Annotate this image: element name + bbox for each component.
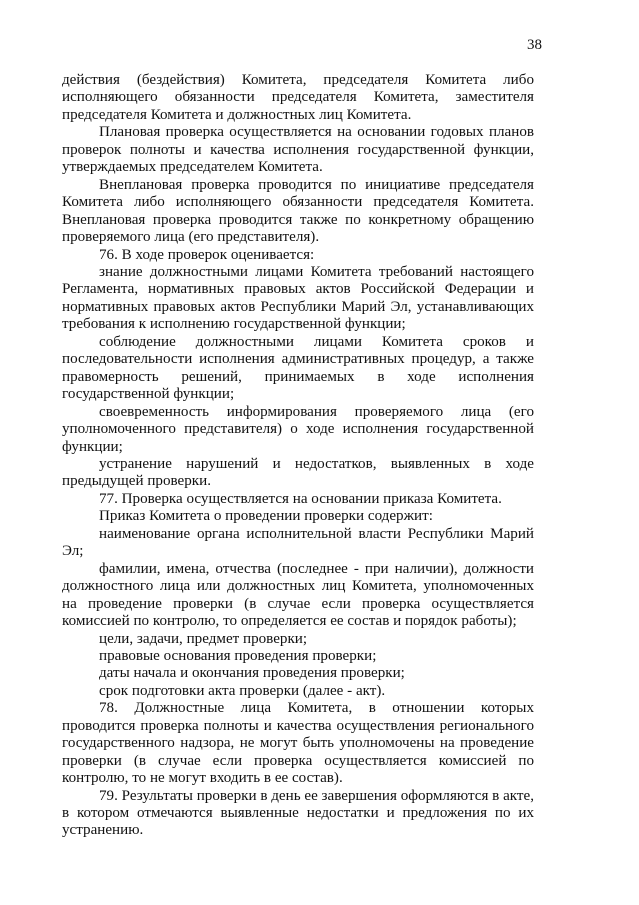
list-item-timeliness: своевременность информирования проверяемого лица (его уполномоченного представителя) о ходе исполнения государственной функции; [62,403,534,455]
list-item-officials: фамилии, имена, отчества (последнее - при наличии), должности должностного лица или должностных лиц Комитета, уполномоченных на проведение проверки (в случае если проверка осуществляется комиссией по контролю, то определяется ее состав и порядок работы); [62,560,534,630]
list-item-act-deadline: срок подготовки акта проверки (далее - акт). [99,682,386,699]
list-item-dates: даты начала и окончания проведения проверки; [99,665,405,682]
list-item-knowledge: знание должностными лицами Комитета требований настоящего Регламента, нормативных правовых актов Российской Федерации и нормативных правовых актов Республики Марий Эл, устанавливающих требования к исполнению государственной функции; [62,263,534,333]
clause-79: 79. Результаты проверки в день ее завершения оформляются в акте, в котором отмечаются выявленные недостатки и предложения по их устранению. [62,787,534,839]
document-body [62,72,534,840]
clause-77: 77. Проверка осуществляется на основании приказа Комитета. [99,490,502,507]
clause-76-heading: 76. В ходе проверок оценивается: [99,246,315,263]
list-item-compliance: соблюдение должностными лицами Комитета сроков и последовательности исполнения административных процедур, а также правомерность решений, принимаемых в ходе исполнения государственной функции; [62,333,534,403]
paragraph-unplanned-inspection: Внеплановая проверка проводится по инициативе председателя Комитета либо исполняющего обязанности председателя Комитета. Внеплановая проверка проводится также по конкретному обращению проверяемого лица (его представителя). [62,176,534,246]
list-item-elimination: устранение нарушений и недостатков, выявленных в ходе предыдущей проверки. [62,455,534,490]
order-contents-heading: Приказ Комитета о проведении проверки содержит: [99,508,433,525]
paragraph-planned-inspection: Плановая проверка осуществляется на основании годовых планов проверок полноты и качества исполнения государственной функции, утверждаемых председателем Комитета. [62,124,534,176]
clause-78: 78. Должностные лица Комитета, в отношении которых проводится проверка полноты и качества осуществления регионального государственного надзора, не могут быть уполномочены на проведение проверки (в случае если проверка осуществляется комиссией по контролю, то не могут входить в ее состав). [62,700,534,787]
page-number: 38 [527,37,542,53]
list-item-goals: цели, задачи, предмет проверки; [99,630,308,647]
list-item-legal-basis: правовые основания проведения проверки; [99,647,377,664]
list-item-authority-name: наименование органа исполнительной власти Республики Марий Эл; [62,525,534,560]
paragraph-continuation: действия (бездействия) Комитета, председателя Комитета либо исполняющего обязанности председателя Комитета, заместителя председателя Комитета и должностных лиц Комитета. [62,72,534,123]
